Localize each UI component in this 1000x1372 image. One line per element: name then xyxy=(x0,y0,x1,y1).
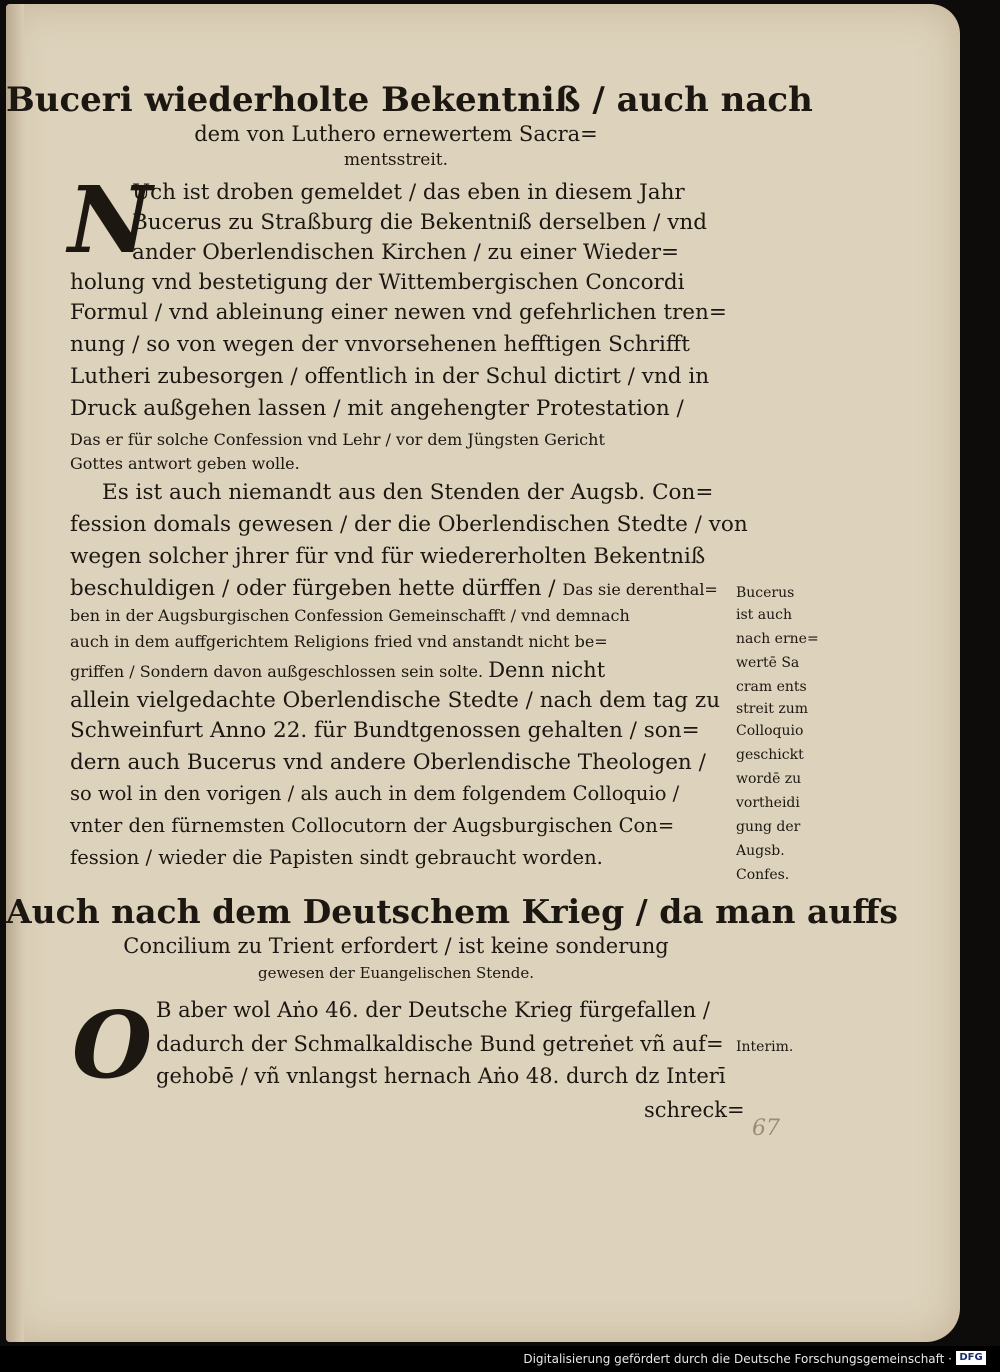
marginal-note-line: wordē zu xyxy=(736,771,802,787)
marginal-note-line: Colloquio xyxy=(736,723,804,739)
marginal-note-line: Confes. xyxy=(736,867,790,883)
text-line: vnter den fürnemsten Collocutorn der Augsburgischen Con= xyxy=(70,814,675,837)
footer-bar xyxy=(0,1346,1000,1372)
marginal-note: Interim. xyxy=(736,1039,794,1055)
heading-line: mentsstreit. xyxy=(343,150,449,170)
text-line: nung / so von wegen der vnvorsehenen hefftigen Schrifft xyxy=(70,332,690,357)
text-line: Druck außgehen lassen / mit angehengter Protestation / xyxy=(70,396,684,421)
text-line: holung vnd bestetigung der Wittembergischen Concordi xyxy=(70,270,685,295)
marginal-note-line: wertē Sa xyxy=(736,655,800,671)
marginal-note-line: streit zum xyxy=(736,701,809,717)
text-span: beschuldigen / oder fürgeben hette dürffen / xyxy=(70,576,556,601)
text-line-small: auch in dem auffgerichtem Religions fried vnd anstandt nicht be= xyxy=(70,632,608,651)
footer-credit-text: Digitalisierung gefördert durch die Deutsche Forschungsgemeinschaft · xyxy=(523,1352,952,1366)
text-line: Es ist auch niemandt aus den Stenden der Augsb. Con= xyxy=(102,480,714,505)
marginal-note-line: nach erne= xyxy=(736,631,819,647)
text-line: Uch ist droben gemeldet / das eben in diesem Jahr xyxy=(132,180,685,205)
text-span-small: griffen / Sondern davon außgeschlossen sein solte. xyxy=(70,662,484,681)
text-line: Lutheri zubesorgen / offentlich in der Schul dictirt / vnd in xyxy=(70,364,710,389)
text-line-small: ben in der Augsburgischen Confession Gemeinschafft / vnd demnach xyxy=(70,606,630,625)
text-line-small: Gottes antwort geben wolle. xyxy=(70,454,300,473)
text-line: gehobē / vñ vnlangst hernach Aṅo 48. durch dz Interī xyxy=(156,1064,726,1088)
drop-capital: N xyxy=(68,166,153,274)
text-line: fession domals gewesen / der die Oberlendischen Stedte / von xyxy=(70,512,748,537)
marginal-note-line: ist auch xyxy=(736,607,792,623)
catchword: schreck= xyxy=(644,1098,745,1122)
marginal-note-line: Augsb. xyxy=(736,843,785,859)
text-line: Formul / vnd ableinung einer newen vnd gefehrlichen tren= xyxy=(70,300,727,325)
text-line xyxy=(70,578,718,600)
dfg-logo-icon: DFG xyxy=(956,1351,986,1365)
text-span: Denn nicht xyxy=(488,658,606,682)
text-line: allein vielgedachte Oberlendische Stedte / nach dem tag zu xyxy=(70,688,721,713)
marginal-note-line: Bucerus xyxy=(736,585,795,601)
heading-line: dem von Luthero ernewertem Sacra= xyxy=(194,122,598,146)
text-line: dadurch der Schmalkaldische Bund getreṅet vñ auf= xyxy=(156,1032,724,1056)
marginal-note-line: gung der xyxy=(736,819,801,835)
text-line-small: Das er für solche Confession vnd Lehr / vor dem Jüngsten Gericht xyxy=(70,430,605,449)
heading-line: Buceri wiederholte Bekentniß / auch nach xyxy=(6,80,813,120)
marginal-note-line: vortheidi xyxy=(736,795,800,811)
text-line: Bucerus zu Straßburg die Bekentniß derselben / vnd xyxy=(132,210,707,235)
text-line: B aber wol Aṅo 46. der Deutsche Krieg fürgefallen / xyxy=(156,998,710,1022)
text-line-small xyxy=(70,660,605,681)
text-line: Schweinfurt Anno 22. für Bundtgenossen gehalten / son= xyxy=(70,718,700,743)
text-line: dern auch Bucerus vnd andere Oberlendische Theologen / xyxy=(70,750,706,775)
heading-line: Auch nach dem Deutschem Krieg / da man auffs xyxy=(6,892,898,931)
folio-number: 67 xyxy=(752,1116,780,1141)
marginal-note-line: geschickt xyxy=(736,747,804,763)
heading-line: gewesen der Euangelischen Stende. xyxy=(257,964,535,982)
marginal-note-line: cram ents xyxy=(736,679,807,695)
text-span-small: Das sie derenthal= xyxy=(562,580,718,599)
text-line: so wol in den vorigen / als auch in dem folgendem Colloquio / xyxy=(70,782,680,805)
page-spine-edge xyxy=(6,4,24,1342)
text-line: ander Oberlendischen Kirchen / zu einer Wieder= xyxy=(132,240,680,265)
book-page xyxy=(6,4,960,1342)
heading-line: Concilium zu Trient erfordert / ist keine sonderung xyxy=(123,934,669,958)
text-line: wegen solcher jhrer für vnd für wiedererholten Bekentniß xyxy=(70,544,706,569)
drop-capital: O xyxy=(72,991,153,1099)
text-line: fession / wieder die Papisten sindt gebraucht worden. xyxy=(70,846,603,869)
